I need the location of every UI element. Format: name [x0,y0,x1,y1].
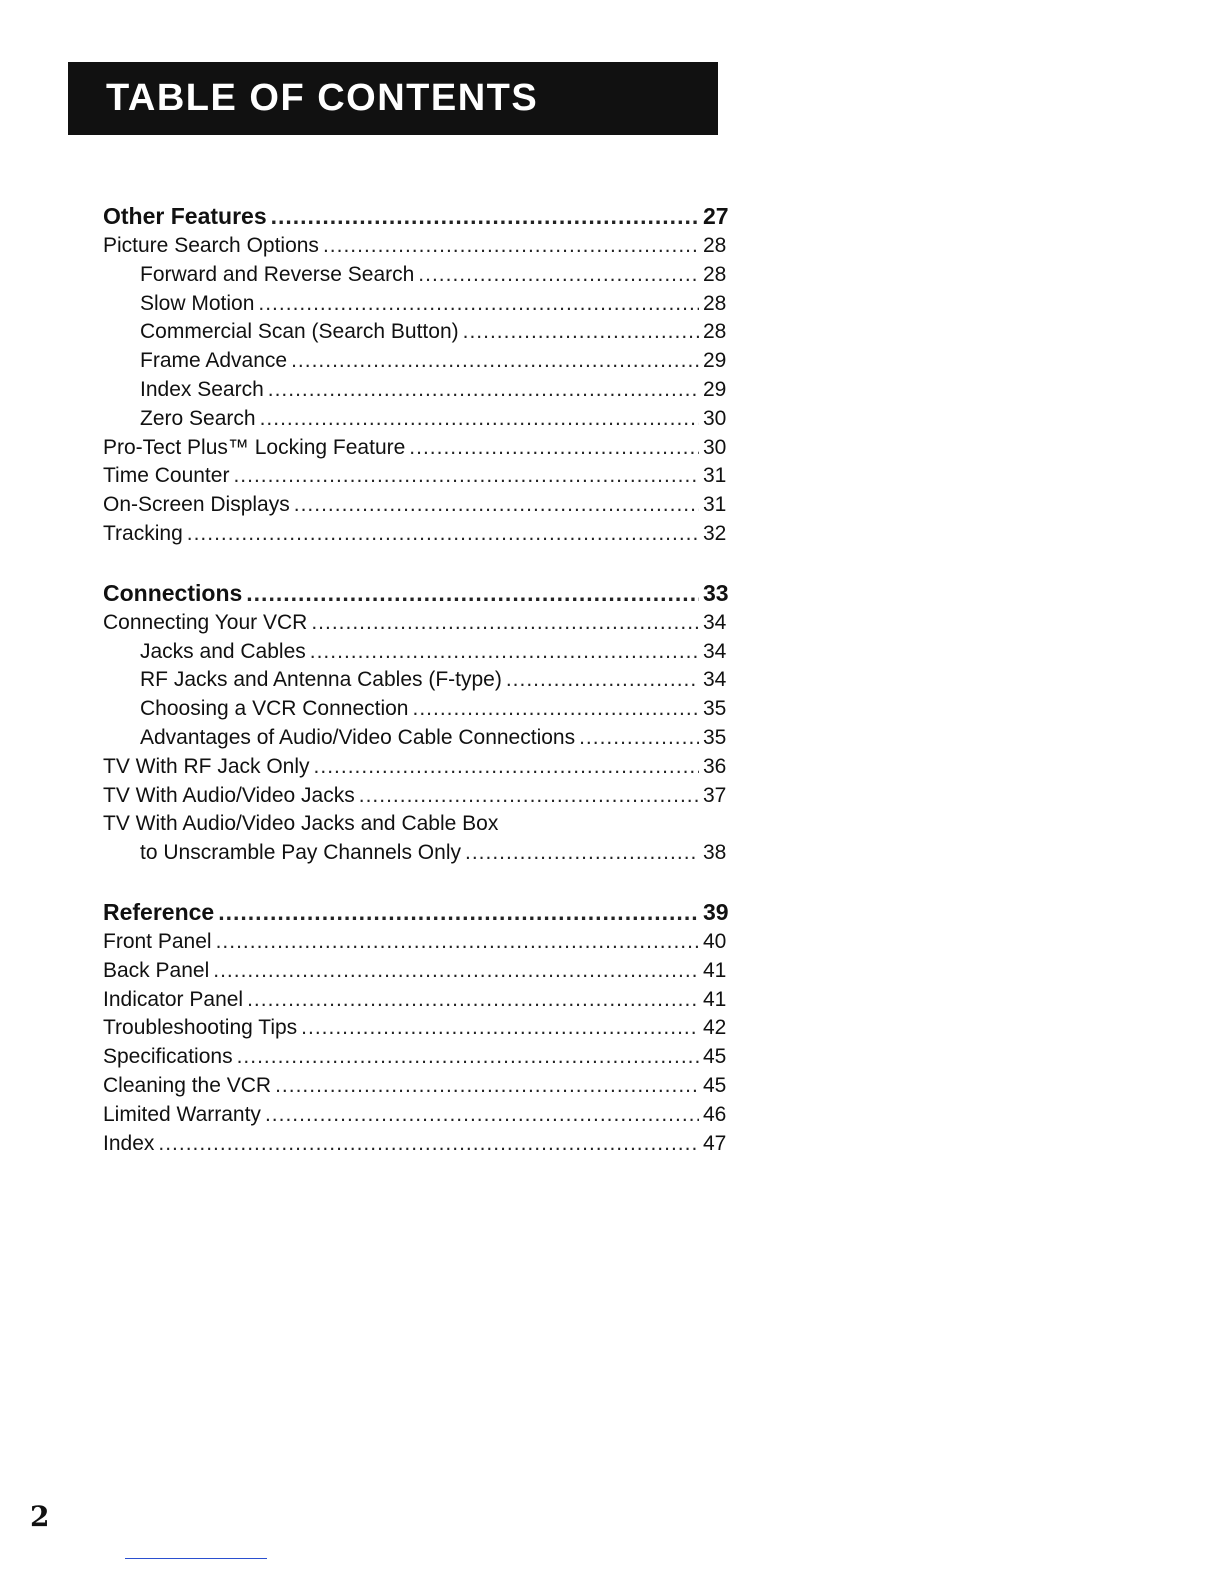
entry-title: Cleaning the VCR [103,1073,272,1097]
entry-title: Troubleshooting Tips [103,1016,298,1040]
toc-entry[interactable] [103,724,725,753]
toc-entry[interactable] [103,957,725,986]
dot-leader [258,290,699,319]
dot-leader [465,839,699,868]
title-banner [68,62,718,135]
dot-leader [409,434,699,463]
entry-title: Time Counter [103,464,230,488]
section-title: Reference [103,898,215,925]
entry-page-number: 29 [703,349,727,373]
dot-leader [158,1130,699,1159]
toc-entry[interactable] [103,839,725,868]
dot-leader [260,405,699,434]
toc-entry[interactable] [103,318,725,347]
entry-title: Commercial Scan (Search Button) [140,320,459,344]
dot-leader [265,1101,699,1130]
toc-entry[interactable] [103,261,725,290]
entry-page-number: 45 [703,1073,727,1097]
entry-title: Forward and Reverse Search [140,262,415,286]
entry-page-number: 28 [703,291,727,315]
toc-section [103,577,729,868]
entry-title: Limited Warranty [103,1102,261,1126]
section-page-number: 33 [703,579,729,606]
entry-page-number: 34 [703,668,727,692]
entry-title: TV With Audio/Video Jacks [103,783,355,807]
entry-page-number: 28 [703,320,727,344]
entry-title: Front Panel [103,929,212,953]
toc-entry[interactable] [103,1043,725,1072]
dot-leader [187,520,699,549]
dot-leader [463,318,699,347]
toc-entry[interactable] [103,1014,725,1043]
entry-page-number: 31 [703,493,727,517]
dot-leader [246,577,699,609]
toc-section [103,200,729,549]
entry-title: Frame Advance [140,349,288,373]
entry-title: Connecting Your VCR [103,610,308,634]
toc-entry[interactable] [103,232,725,261]
toc-entry[interactable] [103,520,725,549]
entry-title: Slow Motion [140,291,255,315]
section-page-number: 39 [703,898,729,925]
dot-leader [294,491,699,520]
toc-section-heading[interactable] [103,896,729,928]
toc-entry[interactable] [103,462,725,491]
dot-leader [579,724,699,753]
entry-title: Index Search [140,377,264,401]
toc-entry[interactable] [103,695,725,724]
dot-leader [271,200,699,232]
toc-section [103,896,729,1158]
toc-entry[interactable] [103,810,725,839]
entry-title: TV With Audio/Video Jacks and Cable Box [103,812,499,836]
toc-entry[interactable] [103,405,725,434]
entry-page-number: 35 [703,697,727,721]
toc-section-heading[interactable] [103,200,729,232]
toc-entry[interactable] [103,638,725,667]
entry-page-number: 37 [703,783,727,807]
toc-entry[interactable] [103,434,725,463]
entry-page-number: 47 [703,1131,727,1155]
entry-page-number: 30 [703,406,727,430]
dot-leader [314,753,699,782]
toc-entry[interactable] [103,1130,725,1159]
toc-entry[interactable] [103,376,725,405]
footer-rule [125,1558,267,1559]
dot-leader [233,462,699,491]
table-of-contents [103,200,729,1186]
entry-page-number: 38 [703,841,727,865]
dot-leader [311,609,699,638]
dot-leader [275,1072,699,1101]
entry-page-number: 40 [703,929,727,953]
toc-entry[interactable] [103,782,725,811]
entry-page-number: 45 [703,1045,727,1069]
entry-title: Advantages of Audio/Video Cable Connections [140,725,576,749]
entry-page-number: 35 [703,725,727,749]
toc-entry[interactable] [103,666,725,695]
toc-entry[interactable] [103,1101,725,1130]
toc-entry[interactable] [103,753,725,782]
dot-leader [413,695,700,724]
toc-entry[interactable] [103,347,725,376]
entry-page-number: 28 [703,262,727,286]
entry-page-number: 30 [703,435,727,459]
entry-title: Picture Search Options [103,234,319,257]
entry-title: On-Screen Displays [103,493,290,517]
entry-title: Specifications [103,1045,233,1069]
toc-entry[interactable] [103,491,725,520]
dot-leader [237,1043,699,1072]
dot-leader [301,1014,699,1043]
entry-title: Zero Search [140,406,256,430]
entry-page-number: 46 [703,1102,727,1126]
toc-section-heading[interactable] [103,577,729,609]
entry-page-number: 41 [703,987,727,1011]
entry-title: Back Panel [103,958,210,982]
dot-leader [216,928,699,957]
section-title: Connections [103,579,243,606]
entry-title: Jacks and Cables [140,639,306,663]
entry-title: Index [103,1131,155,1155]
entry-page-number: 36 [703,754,727,778]
entry-page-number: 29 [703,377,727,401]
entry-title: Tracking [103,521,183,545]
dot-leader [291,347,699,376]
page-number: 2 [30,1500,50,1533]
entry-page-number: 28 [703,234,727,257]
toc-entry[interactable] [103,928,725,957]
dot-leader [418,261,699,290]
entry-page-number: 31 [703,464,727,488]
entry-title: Choosing a VCR Connection [140,697,409,721]
entry-page-number: 32 [703,521,727,545]
toc-entry[interactable] [103,1072,725,1101]
entry-title: to Unscramble Pay Channels Only [140,841,461,865]
page-title: TABLE OF CONTENTS [106,77,539,119]
toc-entry[interactable] [103,290,725,319]
dot-leader [268,376,699,405]
dot-leader [310,638,699,667]
entry-page-number: 41 [703,958,727,982]
entry-page-number: 34 [703,610,727,634]
entry-title: RF Jacks and Antenna Cables (F-type) [140,668,502,692]
dot-leader [359,782,699,811]
section-page-number: 27 [703,203,729,229]
entry-title: TV With RF Jack Only [103,754,310,778]
dot-leader [323,232,699,261]
entry-page-number: 42 [703,1016,727,1040]
dot-leader [213,957,699,986]
dot-leader [247,986,699,1015]
entry-title: Indicator Panel [103,987,244,1011]
entry-page-number: 34 [703,639,727,663]
toc-entry[interactable] [103,609,725,638]
dot-leader [506,666,699,695]
section-title: Other Features [103,203,267,229]
entry-title: Pro-Tect Plus™ Locking Feature [103,435,406,459]
dot-leader [218,896,699,928]
toc-entry[interactable] [103,986,725,1015]
